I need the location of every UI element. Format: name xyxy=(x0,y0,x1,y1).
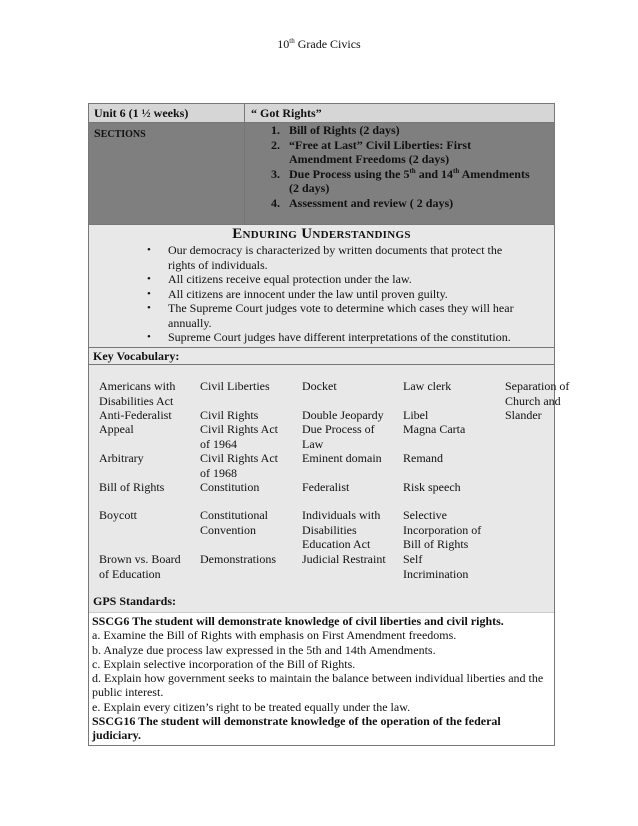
enduring-list xyxy=(89,243,554,345)
vocab-term: Civil Rights xyxy=(200,408,259,422)
vocab-term: Due Process of Law xyxy=(302,422,375,451)
vocab-term: Libel xyxy=(403,408,429,422)
bullet-icon: • xyxy=(147,302,151,314)
vocab-term: Risk speech xyxy=(403,480,461,494)
bullet-icon: • xyxy=(147,244,151,256)
standard-heading: SSCG16 The student will demonstrate knowledge of the operation of the federal xyxy=(92,714,501,729)
vocab-term: Constitutional Convention xyxy=(200,508,269,537)
section-item: 4. Assessment and review ( 2 days) xyxy=(271,195,454,210)
enduring-understandings xyxy=(89,225,554,348)
vocab-term: Docket xyxy=(302,379,337,393)
vocab-term: Constitution xyxy=(200,480,260,494)
standard-element: a. Examine the Bill of Rights with emphasis on First Amendment freedoms. xyxy=(92,628,457,643)
grade-number: 10 xyxy=(277,37,290,51)
enduring-title: Enduring Understandings xyxy=(232,226,411,242)
vocab-term: Anti-Federalist xyxy=(99,408,172,422)
vocab-term: Civil Rights Act of 1964 xyxy=(200,422,279,451)
vocab-term: Boycott xyxy=(99,508,137,522)
enduring-item: • Our democracy is characterized by written documents that protect the rights of individuals. xyxy=(147,243,503,272)
bullet-icon: • xyxy=(147,331,151,343)
gps-standards xyxy=(89,612,554,745)
unit-row xyxy=(89,104,554,123)
page-header xyxy=(0,37,638,52)
gps-label: GPS Standards: xyxy=(93,594,177,608)
vocab-term: Selective Incorporation of Bill of Rights xyxy=(403,508,482,551)
vocab-term: Brown vs. Board of Education xyxy=(99,552,181,581)
vocab-grid xyxy=(89,365,570,612)
vocab-term: Americans with Disabilities Act xyxy=(99,379,176,408)
bullet-icon: • xyxy=(147,273,151,285)
section-item: 3. Due Process using the 5th and 14th Amendments (2 days) xyxy=(271,166,530,195)
grade-suffix: th xyxy=(289,37,295,45)
vocab-term: Civil Liberties xyxy=(200,379,270,393)
standard-element: d. Explain how government seeks to maintain the balance between individual liberties and the xyxy=(92,671,544,686)
section-item: 2. “Free at Last” Civil Liberties: First Amendment Freedoms (2 days) xyxy=(271,137,472,166)
section-item: 1. Bill of Rights (2 days) xyxy=(271,123,400,137)
vocab-term: Remand xyxy=(403,451,443,465)
vocab-term: Demonstrations xyxy=(200,552,276,566)
curriculum-table xyxy=(88,103,570,746)
vocab-term: Separation of Church and xyxy=(505,379,570,408)
vocab-term: Law clerk xyxy=(403,379,452,393)
standard-element: public interest. xyxy=(92,685,164,700)
standard-element: e. Explain every citizen’s right to be treated equally under the law. xyxy=(92,699,411,714)
vocab-term: Double Jeopardy xyxy=(302,408,384,422)
standard-element: b. Analyze due process law expressed in the 5th and 14th Amendments. xyxy=(92,642,436,657)
vocab-term: Civil Rights Act of 1968 xyxy=(200,451,279,480)
enduring-item: • The Supreme Court judges vote to determine which cases they will hear annually. xyxy=(147,301,514,330)
unit-title: “ Got Rights” xyxy=(251,106,322,120)
grade-title: Grade Civics xyxy=(297,37,361,51)
standard-element: c. Explain selective incorporation of the Bill of Rights. xyxy=(92,656,356,671)
vocab-term: Arbitrary xyxy=(99,451,144,465)
sections-list xyxy=(245,123,554,224)
vocab-term: Judicial Restraint xyxy=(302,552,386,566)
vocab-term: Federalist xyxy=(302,480,350,494)
enduring-item: • All citizens receive equal protection under the law. xyxy=(147,272,412,286)
vocab-term: Slander xyxy=(505,408,542,422)
standard-heading: judiciary. xyxy=(92,728,142,743)
bullet-icon: • xyxy=(147,287,151,300)
unit-label: Unit 6 (1 ½ weeks) xyxy=(89,104,245,122)
sections-label: SECTIONS xyxy=(89,123,245,224)
vocab-term: Bill of Rights xyxy=(99,480,165,494)
enduring-item: • All citizens are innocent under the law until proven guilty. xyxy=(147,286,448,301)
standard-heading: SSCG6 The student will demonstrate knowledge of civil liberties and civil rights. xyxy=(92,614,504,628)
enduring-item: • Supreme Court judges have different interpretations of the constitution. xyxy=(147,330,511,344)
vocab-term: Eminent domain xyxy=(302,451,382,465)
vocab-term: Individuals with Disabilities Education Act xyxy=(302,508,381,551)
vocab-term: Self Incrimination xyxy=(403,552,469,581)
vocab-term: Appeal xyxy=(99,422,134,436)
vocab-term: Magna Carta xyxy=(403,422,466,436)
sections-row xyxy=(89,123,554,225)
vocab-label: Key Vocabulary: xyxy=(89,348,554,365)
